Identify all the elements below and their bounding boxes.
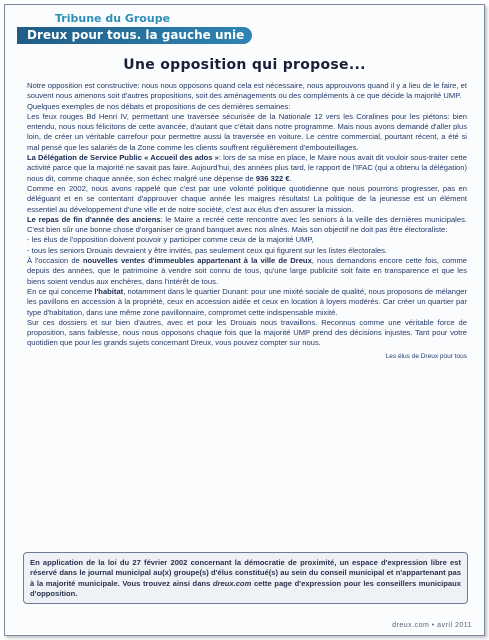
paragraph-topic: nouvelles ventes d'immeubles appartenant à la ville de Dreux: [82, 256, 312, 266]
paragraph-text: Comme en 2002, nous avons rappelé que c'est par une volonté politique quotidienne que nous pourrons progresser, pas en déléguant et en se contentant d'approuver chaque année les maigres résultats! La politique de la jeunesse est un élément essentiel au développement d'une ville et de notre société, c'est aux élus d'en assurer la mission.: [27, 183, 467, 214]
newsletter-page: [4, 4, 485, 636]
article-paragraph: [27, 235, 467, 245]
section-header: [17, 11, 247, 51]
legal-notice-part1: En application de la loi du 27 février 2002 concernant la démocratie de proximité, un espace d'expression libre est réservé dans le journal municipal au(x) groupe(s) d'élus constitué(s) au sein du conseil municipal et n'appartenant pas à la majorité municipale. Vous trouvez ainsi dans: [30, 558, 461, 588]
paragraph-text: , notamment dans le quartier Dunant: pour une mixité sociale de qualité, nous proposons de mélanger les pavillons en accession à la propriété, ceux en accession aidée et ceux en location à loyers modérés. Car créer un quartier par type d'habitation, dans une même zone pavillonnaire, compromet cette indispensable mixité.: [27, 286, 467, 317]
legal-notice-part2: cette page d'expression pour les conseillers municipaux d'opposition.: [30, 578, 461, 599]
article-title: Une opposition qui propose...: [123, 57, 366, 73]
paragraph-end: .: [289, 173, 292, 183]
article-paragraph: [27, 81, 467, 102]
paragraph-topic: Le repas de fin d'année des anciens: [27, 214, 161, 224]
paragraph-text: Notre opposition est constructive: nous nous opposons quand cela est nécessaire, nous approuvons quand il y a lieu de le faire, et souvent nous amenons soit d'autres propositions, soit des aménagements ou des compléments à ce que décide la majorité UMP.: [27, 81, 467, 101]
article-body: [27, 81, 467, 362]
article-paragraph: [27, 246, 467, 256]
paragraph-text: Les feux rouges Bd Henri IV, permettant une traversée sécurisée de la Nationale 12 vers les Coralines pour les piétons: bien entendu, nous nous félicitons de cette avancée, d'autant que c'était dans notre programme. Mais nous avons demandé d'aller plus loin, de créer un véritable carrefour pour permettre aussi la traversée en voiture. Le centre commercial, pourtant récent, a été si mal pensé que les salariés de la Zone comme les clients souffrent régulièrement d'embouteillages.: [27, 111, 467, 152]
paragraph-text: - les élus de l'opposition doivent pouvoir y participer comme ceux de la majorité UMP,: [27, 235, 314, 245]
paragraph-text: , nous demandons encore cette fois, comme depuis des années, que le patrimoine à vendre soit connu de tous, qu'une large publicité soit faite en transparence et que les biens soient vendus aux enchères, dans l'intérêt de tous.: [27, 256, 467, 286]
paragraph-text: Sur ces dossiers et sur bien d'autres, avec et pour les Drouais nous travaillons. Reconnus comme une véritable force de proposition, sans faiblesse, nous nous opposons chaque fois que la majorité UMP prend des décisions injustes. Tant pour votre quotidien que pour les grands sujets concernant Dreux, vous pouvez compter sur nous.: [27, 317, 467, 348]
paragraph-intro: À l'occasion de: [27, 256, 83, 266]
article-paragraph: [27, 184, 467, 215]
paragraph-text: Quelques exemples de nos débats et propositions de ces dernières semaines:: [27, 101, 291, 111]
group-title-banner: [17, 27, 252, 44]
article-paragraph: [27, 215, 467, 236]
signature: Les élus de Dreux pour tous: [385, 352, 467, 360]
article-paragraph: [27, 287, 467, 318]
paragraph-topic: La Délégation de Service Public « Accueil des ados »: [27, 153, 219, 163]
page-folio: dreux.com • avril 2011: [392, 622, 472, 629]
website-link[interactable]: dreux.com: [212, 578, 252, 588]
paragraph-text: : le Maire a recréé cette rencontre avec les seniors à la veille des dernières municipales. C'est bien sûr une bonne chose d'organiser ce grand banquet avec nos aînés. Mais son objectif ne doit pas être électoraliste:: [27, 214, 467, 235]
group-tribune-label: Tribune du Groupe: [55, 12, 171, 25]
article-paragraph: [27, 112, 467, 153]
legal-notice-text: [30, 558, 461, 600]
group-title: Dreux pour tous. la gauche unie: [27, 28, 245, 42]
article-paragraph: [27, 102, 467, 112]
article-paragraph: [27, 256, 467, 287]
paragraph-topic: l'habitat: [94, 286, 124, 296]
paragraph-text: - tous les seniors Drouais devraient y être invités, pas seulement ceux qui figurent sur les listes électorales.: [27, 245, 388, 255]
article-paragraph: [27, 153, 467, 184]
paragraph-intro: En ce qui concerne: [27, 286, 95, 296]
amount-highlight: 936 322 €: [255, 173, 290, 183]
article-paragraph: [27, 318, 467, 349]
paragraph-text: : lors de sa mise en place, le Maire nous avait dit vouloir sous-traiter cette activité parce que la majorité ne savait pas faire. Aujourd'hui, des années plus tard, le rapport de l'IFAC (qui a obtenu la délégation) nous dit, comme chaque année, son échec malgré une dépense de: [27, 153, 467, 183]
legal-notice-box: [23, 552, 468, 604]
